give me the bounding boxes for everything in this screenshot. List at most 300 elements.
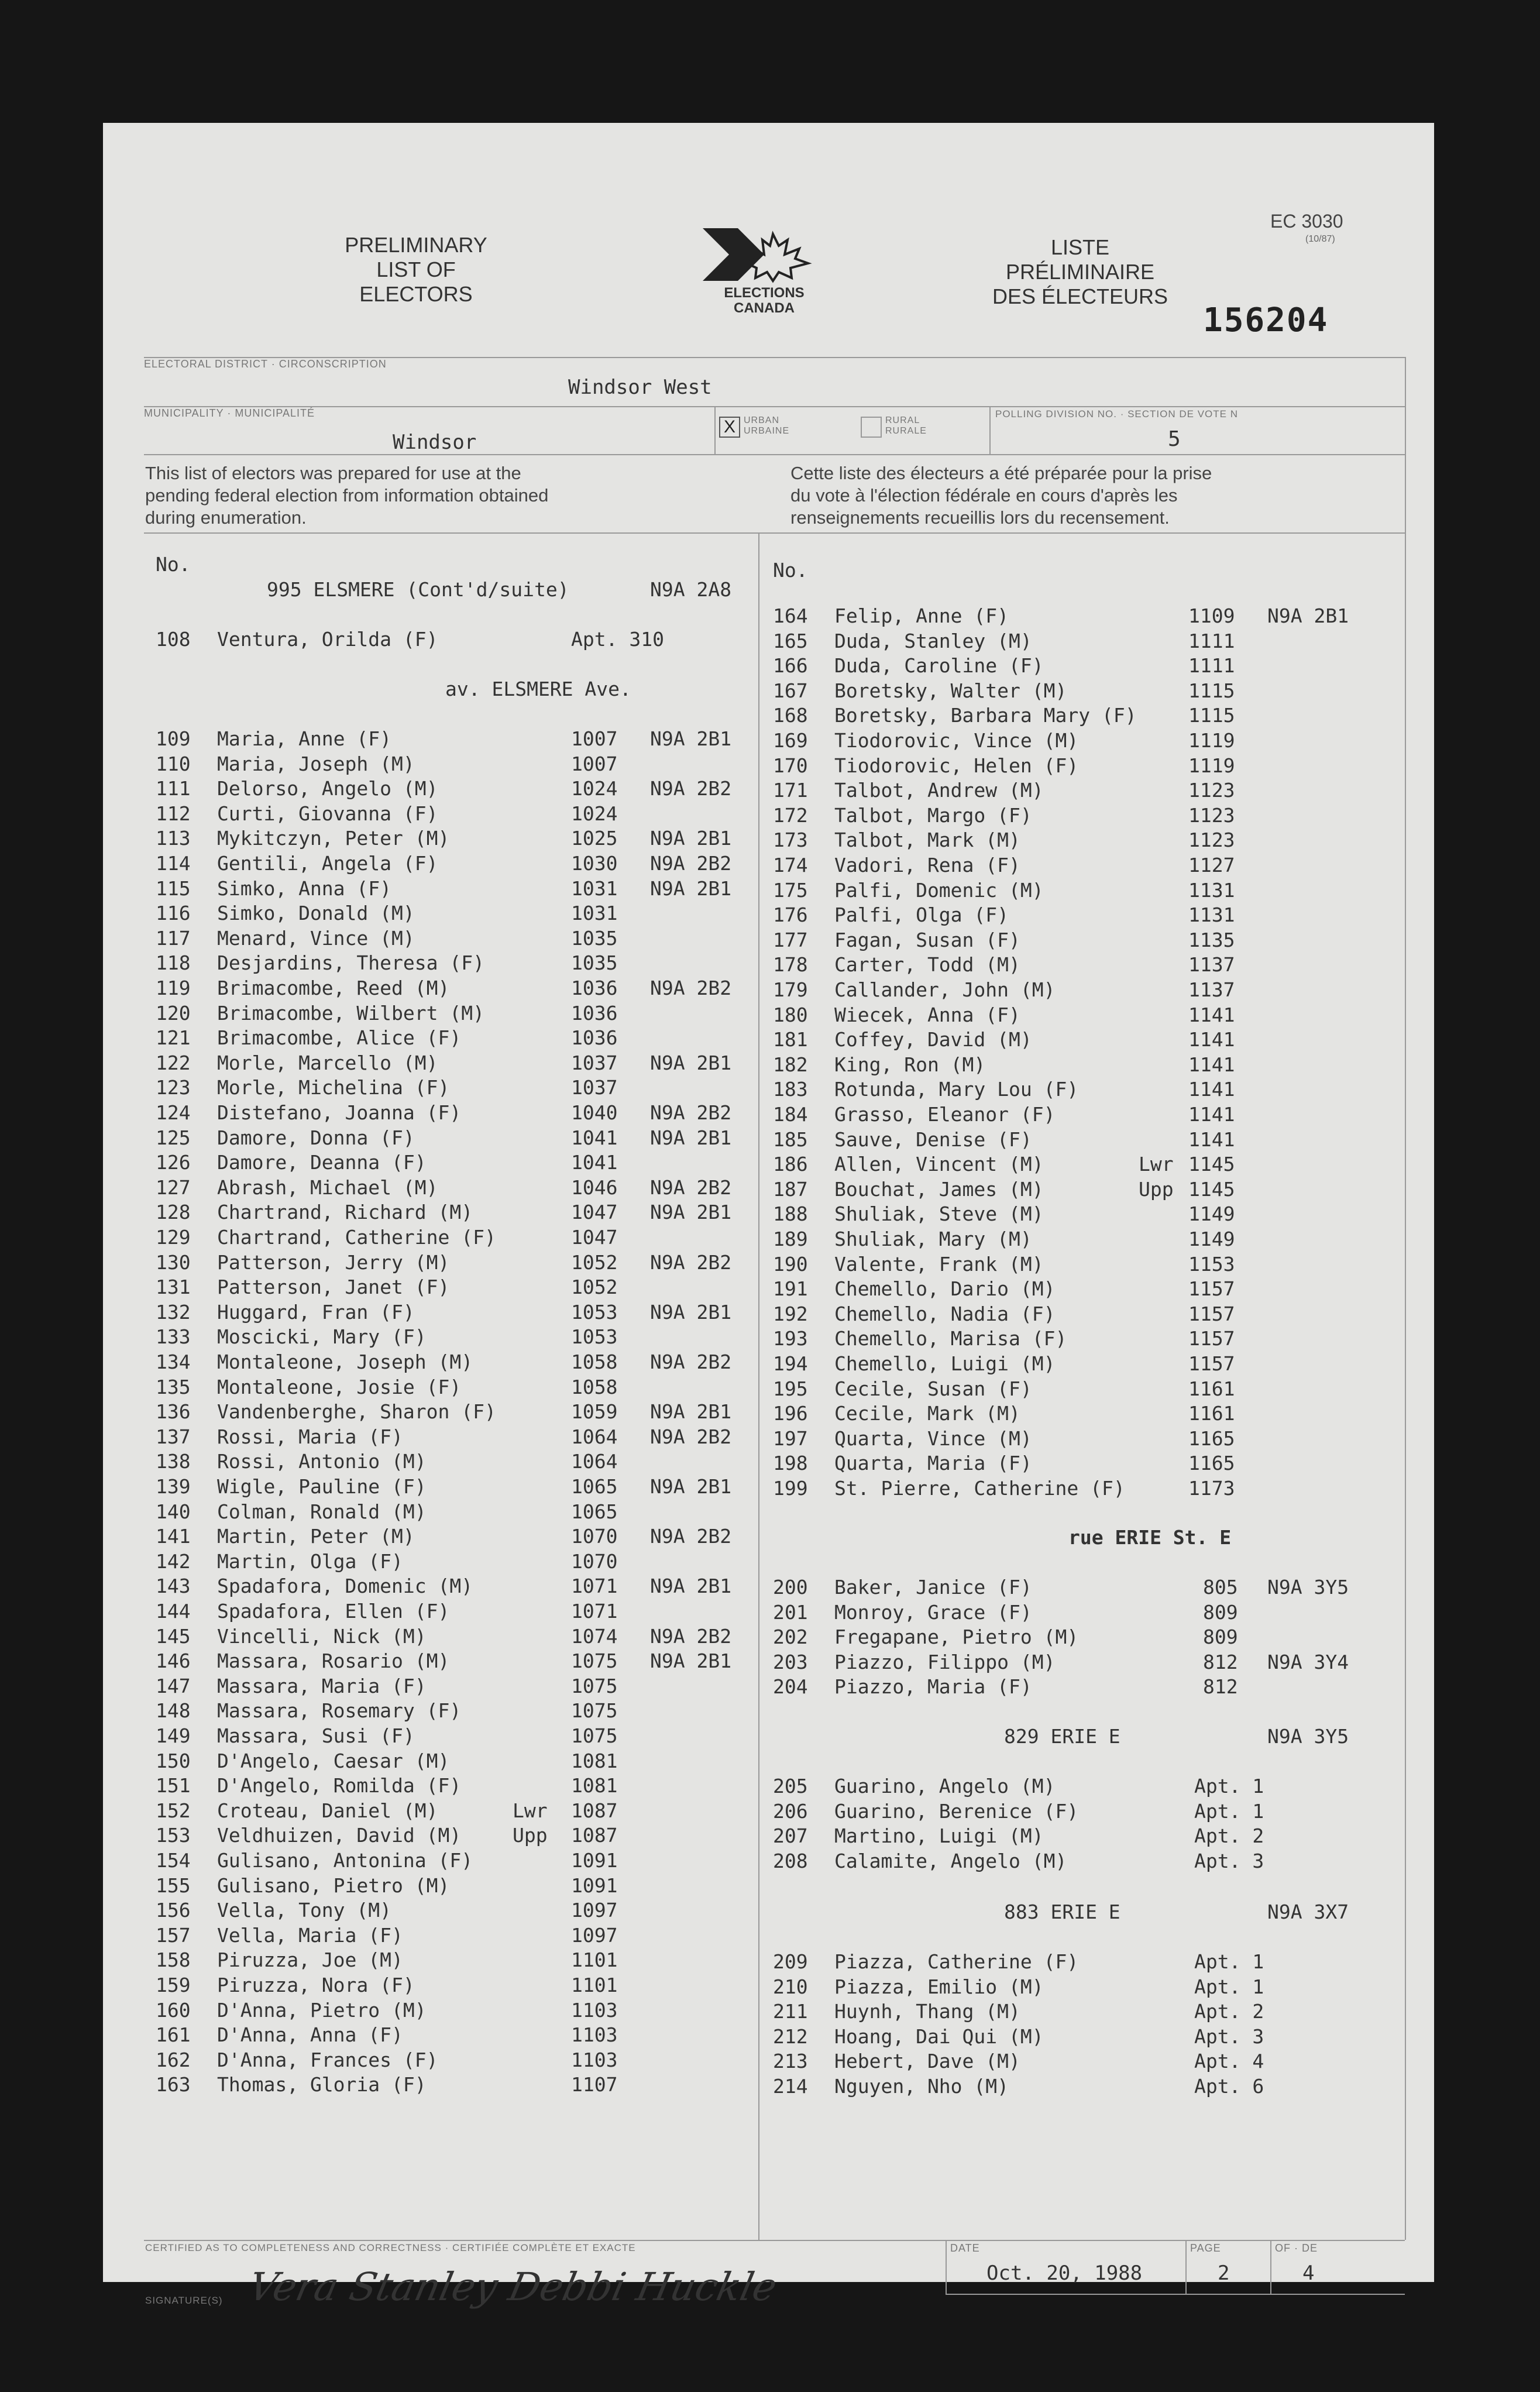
elector-no: 147 [156, 1674, 191, 1697]
elector-name: Cecile, Susan (F) [834, 1377, 1032, 1400]
elector-no: 160 [156, 1998, 191, 2022]
elector-name: Mykitczyn, Peter (M) [217, 827, 450, 850]
elector-addr: Apt. 3 [1194, 1849, 1264, 1872]
elector-name: Brimacombe, Reed (M) [217, 977, 450, 999]
elector-addr: 1149 [1188, 1228, 1235, 1250]
elector-no: 130 [156, 1250, 191, 1274]
of-label: OF · DE [1275, 2242, 1318, 2254]
elector-name: Boretsky, Walter (M) [834, 679, 1067, 702]
elector-no: 121 [156, 1026, 191, 1050]
elector-no: 210 [773, 1975, 808, 1998]
elector-name: Curti, Giovanna (F) [217, 802, 438, 825]
elector-name: Massara, Susi (F) [217, 1724, 415, 1747]
elector-no: 118 [156, 951, 191, 975]
elector-name: Hoang, Dai Qui (M) [834, 2025, 1044, 2048]
elector-name: Gulisano, Pietro (M) [217, 1874, 450, 1897]
elector-no: 162 [156, 2048, 191, 2071]
elector-postal: N9A 2B1 [1267, 604, 1349, 627]
elector-name: Chemello, Marisa (F) [834, 1327, 1067, 1350]
elector-name: Piazza, Catherine (F) [834, 1950, 1079, 1973]
rural-checkbox[interactable] [861, 417, 882, 438]
elector-name: Piazzo, Filippo (M) [834, 1650, 1056, 1673]
elector-addr: Apt. 1 [1194, 1799, 1264, 1823]
elector-no: 157 [156, 1923, 191, 1947]
elector-no: 186 [773, 1153, 808, 1176]
elector-name: Abrash, Michael (M) [217, 1176, 438, 1199]
elector-no: 180 [773, 1003, 808, 1026]
elector-no: 171 [773, 779, 808, 802]
elector-addr: 1097 [571, 1923, 618, 1947]
elector-postal: N9A 2B1 [650, 1475, 732, 1498]
elector-no: 148 [156, 1699, 191, 1723]
elector-no: 163 [156, 2073, 191, 2097]
elector-addr: 1161 [1188, 1402, 1235, 1425]
elector-postal: N9A 2B1 [650, 1126, 732, 1149]
elector-name: Palfi, Domenic (M) [834, 878, 1044, 902]
urban-checkbox[interactable]: X [719, 417, 740, 438]
elector-no: 135 [156, 1375, 191, 1398]
elector-name: Brimacombe, Alice (F) [217, 1026, 462, 1050]
elector-no: 197 [773, 1427, 808, 1450]
elector-name: Monroy, Grace (F) [834, 1600, 1032, 1624]
elector-no: 149 [156, 1724, 191, 1747]
elector-no: 109 [156, 727, 191, 750]
elector-no: 213 [773, 2050, 808, 2073]
elector-name: Delorso, Angelo (M) [217, 777, 438, 800]
right-street-2-postal: N9A 3Y5 [1267, 1725, 1349, 1748]
elector-no: 177 [773, 928, 808, 951]
elector-name: Guarino, Berenice (F) [834, 1799, 1079, 1823]
urban-label: URBAN URBAINE [744, 415, 790, 436]
elector-no: 136 [156, 1400, 191, 1424]
elector-name: Chartrand, Catherine (F) [217, 1226, 496, 1249]
elector-no: 168 [773, 704, 808, 727]
elector-addr: 1141 [1188, 1028, 1235, 1051]
elector-no: 146 [156, 1649, 191, 1673]
elector-no: 141 [156, 1525, 191, 1548]
elector-no: 167 [773, 679, 808, 702]
elector-name: Maria, Anne (F) [217, 727, 392, 750]
elector-addr: 1149 [1188, 1202, 1235, 1226]
elector-no: 164 [773, 604, 808, 627]
elector-no: 176 [773, 903, 808, 927]
elector-list-sheet [103, 123, 1434, 2309]
elector-addr: 812 [1203, 1650, 1238, 1673]
elector-name: Damore, Donna (F) [217, 1126, 415, 1149]
elector-name: Chartrand, Richard (M) [217, 1201, 473, 1224]
elector-no: 205 [773, 1775, 808, 1798]
elector-name: Chemello, Luigi (M) [834, 1352, 1056, 1375]
elector-postal: N9A 3Y5 [1267, 1576, 1349, 1599]
elector-addr: Apt. 2 [1194, 2000, 1264, 2023]
elector-postal: N9A 2B2 [650, 1350, 732, 1373]
elector-no: 200 [773, 1576, 808, 1599]
elector-name: Chemello, Dario (M) [834, 1277, 1056, 1301]
notice-french: Cette liste des électeurs a été préparée pour la prise du vote à l'élection fédérale en cours d'après les renseignements recueillis lors du recensement. [790, 463, 1212, 528]
certified-label: CERTIFIED AS TO COMPLETENESS AND CORRECTNESS · CERTIFIÉE COMPLÈTE ET EXACTE [145, 2242, 636, 2253]
elector-name: Duda, Caroline (F) [834, 654, 1044, 678]
elector-addr: 1115 [1188, 704, 1235, 727]
elector-postal: N9A 2B1 [650, 1575, 732, 1598]
elector-no: 183 [773, 1078, 808, 1101]
elector-name: Croteau, Daniel (M) [217, 1799, 438, 1822]
elector-no: 108 [156, 628, 191, 651]
elector-addr: 1091 [571, 1849, 618, 1872]
elector-name: D'Angelo, Caesar (M) [217, 1749, 450, 1772]
elector-name: Baker, Janice (F) [834, 1576, 1032, 1599]
elector-addr: Apt. 6 [1194, 2075, 1264, 2098]
municipality-label: MUNICIPALITY · MUNICIPALITÉ [144, 407, 315, 419]
elector-addr: 1135 [1188, 928, 1235, 951]
elector-addr: 1075 [571, 1674, 618, 1697]
elector-name: Damore, Deanna (F) [217, 1151, 427, 1174]
elector-note: Upp [1139, 1177, 1174, 1201]
elector-name: Fregapane, Pietro (M) [834, 1625, 1079, 1649]
elector-no: 152 [156, 1799, 191, 1822]
elector-no: 143 [156, 1575, 191, 1598]
elector-addr: 1101 [571, 1974, 618, 1996]
elector-name: Martino, Luigi (M) [834, 1824, 1044, 1848]
elector-addr: 1137 [1188, 953, 1235, 977]
elector-addr: 812 [1203, 1675, 1238, 1699]
elector-name: Massara, Maria (F) [217, 1674, 427, 1697]
elector-no: 203 [773, 1650, 808, 1673]
elector-name: Rotunda, Mary Lou (F) [834, 1078, 1079, 1101]
elector-no: 208 [773, 1849, 808, 1872]
elector-addr: 1119 [1188, 729, 1235, 752]
elector-name: Callander, John (M) [834, 978, 1056, 1001]
date-value: Oct. 20, 1988 [986, 2262, 1143, 2285]
elector-addr: 1036 [571, 1001, 618, 1025]
title-english: PRELIMINARY LIST OF ELECTORS [345, 233, 487, 306]
polling-division-label: POLLING DIVISION NO. · SECTION DE VOTE N [995, 408, 1239, 420]
elector-no: 188 [773, 1202, 808, 1226]
elector-no: 155 [156, 1874, 191, 1897]
elector-name: Quarta, Maria (F) [834, 1452, 1032, 1475]
elector-postal: N9A 2B1 [650, 1300, 732, 1324]
elector-addr: 1035 [571, 926, 618, 950]
elector-name: Massara, Rosario (M) [217, 1649, 450, 1673]
elector-addr: 1052 [571, 1250, 618, 1274]
elector-addr: 1145 [1188, 1153, 1235, 1176]
elector-addr: 1165 [1188, 1427, 1235, 1450]
elector-addr: 1141 [1188, 1128, 1235, 1151]
elector-addr: 1087 [571, 1799, 618, 1822]
elector-postal: N9A 2B2 [650, 1101, 732, 1124]
elector-name: D'Anna, Anna (F) [217, 2023, 403, 2047]
elector-name: Huggard, Fran (F) [217, 1300, 415, 1324]
elector-addr: 1119 [1188, 754, 1235, 777]
elector-name: Quarta, Vince (M) [834, 1427, 1032, 1450]
elector-no: 139 [156, 1475, 191, 1498]
elector-name: Valente, Frank (M) [834, 1252, 1044, 1276]
elector-no: 199 [773, 1477, 808, 1500]
form-date: (10/87) [1305, 234, 1335, 244]
elector-no: 174 [773, 854, 808, 877]
elector-name: Brimacombe, Wilbert (M) [217, 1001, 484, 1025]
elector-addr: 1046 [571, 1176, 618, 1199]
elector-no: 140 [156, 1500, 191, 1523]
elector-no: 192 [773, 1302, 808, 1325]
elector-no: 165 [773, 629, 808, 652]
elector-name: Morle, Michelina (F) [217, 1076, 450, 1099]
elector-no: 179 [773, 978, 808, 1001]
elector-addr: Apt. 1 [1194, 1975, 1264, 1998]
elector-no: 204 [773, 1675, 808, 1699]
elector-addr: 1070 [571, 1549, 618, 1573]
elector-postal: N9A 2B1 [650, 877, 732, 900]
elector-addr: 1101 [571, 1948, 618, 1972]
elector-no: 214 [773, 2075, 808, 2098]
elector-postal: N9A 2B1 [650, 1400, 732, 1424]
elector-no: 137 [156, 1425, 191, 1448]
elector-name: Thomas, Gloria (F) [217, 2073, 427, 2097]
elector-name: Massara, Rosemary (F) [217, 1699, 462, 1723]
elector-no: 185 [773, 1128, 808, 1151]
elector-name: Wiecek, Anna (F) [834, 1003, 1020, 1026]
elector-addr: 1157 [1188, 1277, 1235, 1301]
right-street-3: 883 ERIE E [1004, 1900, 1120, 1923]
elector-addr: 809 [1203, 1600, 1238, 1624]
elector-addr: 1157 [1188, 1327, 1235, 1350]
elector-addr: 1123 [1188, 779, 1235, 802]
elector-name: Vella, Tony (M) [217, 1899, 392, 1922]
elector-no: 144 [156, 1600, 191, 1623]
elector-addr: 1161 [1188, 1377, 1235, 1400]
right-street-3-postal: N9A 3X7 [1267, 1900, 1349, 1923]
elector-name: Piruzza, Nora (F) [217, 1974, 415, 1996]
elector-no: 209 [773, 1950, 808, 1973]
elector-name: Felip, Anne (F) [834, 604, 1009, 627]
elector-addr: 1037 [571, 1076, 618, 1099]
elector-name: Distefano, Joanna (F) [217, 1101, 462, 1124]
elector-no: 122 [156, 1051, 191, 1074]
elector-name: Chemello, Nadia (F) [834, 1302, 1056, 1325]
of-value: 4 [1302, 2262, 1315, 2285]
elector-note: Lwr [513, 1799, 548, 1822]
elector-name: Piruzza, Joe (M) [217, 1948, 403, 1972]
elector-addr: 1141 [1188, 1103, 1235, 1126]
elector-addr: 1127 [1188, 854, 1235, 877]
elector-addr: Apt. 310 [571, 628, 664, 651]
elector-no: 211 [773, 2000, 808, 2023]
elector-addr: 1030 [571, 852, 618, 875]
elector-name: Spadafora, Ellen (F) [217, 1600, 450, 1623]
elector-name: Veldhuizen, David (M) [217, 1824, 462, 1847]
elector-name: Martin, Olga (F) [217, 1549, 403, 1573]
elector-addr: 1137 [1188, 978, 1235, 1001]
elector-name: Talbot, Margo (F) [834, 803, 1032, 827]
elector-addr: 1053 [571, 1325, 618, 1349]
elector-addr: 1041 [571, 1126, 618, 1149]
district-label: ELECTORAL DISTRICT · CIRCONSCRIPTION [144, 358, 387, 370]
elector-name: Nguyen, Nho (M) [834, 2075, 1009, 2098]
elector-name: King, Ron (M) [834, 1053, 986, 1076]
elector-addr: 1131 [1188, 878, 1235, 902]
elector-addr: 1058 [571, 1375, 618, 1398]
elector-name: Vincelli, Nick (M) [217, 1624, 427, 1648]
elector-addr: 1173 [1188, 1477, 1235, 1500]
elector-no: 150 [156, 1749, 191, 1772]
right-street-1: rue ERIE St. E [1068, 1526, 1232, 1549]
title-french: LISTE PRÉLIMINAIRE DES ÉLECTEURS [992, 235, 1168, 308]
elector-postal: N9A 2B2 [650, 1525, 732, 1548]
elector-addr: 805 [1203, 1576, 1238, 1599]
elector-name: Fagan, Susan (F) [834, 928, 1020, 951]
elector-addr: 1007 [571, 727, 618, 750]
elector-no: 111 [156, 777, 191, 800]
notice-english: This list of electors was prepared for use at the pending federal election from information obtained during enumeration. [145, 463, 549, 528]
page-label: PAGE [1190, 2242, 1221, 2254]
elector-postal: N9A 3Y4 [1267, 1650, 1349, 1673]
elector-addr: 1103 [571, 2023, 618, 2047]
elector-addr: 1107 [571, 2073, 618, 2097]
elector-name: Carter, Todd (M) [834, 953, 1020, 977]
elector-addr: 1111 [1188, 629, 1235, 652]
left-street-1-postal: N9A 2A8 [650, 578, 732, 601]
elector-name: Ventura, Orilda (F) [217, 628, 438, 651]
elector-addr: Apt. 4 [1194, 2050, 1264, 2073]
elector-name: Boretsky, Barbara Mary (F) [834, 704, 1137, 727]
elector-postal: N9A 2B2 [650, 1176, 732, 1199]
elector-addr: 1123 [1188, 803, 1235, 827]
elector-postal: N9A 2B2 [650, 777, 732, 800]
district-value: Windsor West [568, 376, 712, 399]
date-label: DATE [950, 2242, 980, 2254]
elector-postal: N9A 2B1 [650, 1649, 732, 1673]
elector-name: Menard, Vince (M) [217, 926, 415, 950]
elector-no: 138 [156, 1450, 191, 1473]
elector-addr: 1157 [1188, 1352, 1235, 1375]
elector-addr: 1053 [571, 1300, 618, 1324]
elector-no: 161 [156, 2023, 191, 2047]
elector-no: 198 [773, 1452, 808, 1475]
elector-name: Piazza, Emilio (M) [834, 1975, 1044, 1998]
elector-addr: 1040 [571, 1101, 618, 1124]
elector-addr: 1141 [1188, 1053, 1235, 1076]
elector-addr: 1058 [571, 1350, 618, 1373]
elector-name: Spadafora, Domenic (M) [217, 1575, 473, 1598]
elector-name: Wigle, Pauline (F) [217, 1475, 427, 1498]
elector-addr: 1153 [1188, 1252, 1235, 1276]
elector-no: 131 [156, 1276, 191, 1299]
elector-name: Talbot, Mark (M) [834, 829, 1020, 852]
elector-name: Patterson, Jerry (M) [217, 1250, 450, 1274]
elector-no: 127 [156, 1176, 191, 1199]
elector-addr: 1087 [571, 1824, 618, 1847]
elector-no: 120 [156, 1001, 191, 1025]
elector-postal: N9A 2B1 [650, 827, 732, 850]
elector-no: 112 [156, 802, 191, 825]
elector-addr: 1065 [571, 1500, 618, 1523]
elector-no: 123 [156, 1076, 191, 1099]
elector-addr: 1074 [571, 1624, 618, 1648]
elector-no: 151 [156, 1774, 191, 1798]
elector-name: Maria, Joseph (M) [217, 752, 415, 775]
elector-no: 113 [156, 827, 191, 850]
elector-addr: 1037 [571, 1051, 618, 1074]
elector-name: Gulisano, Antonina (F) [217, 1849, 473, 1872]
elector-no: 196 [773, 1402, 808, 1425]
elector-no: 190 [773, 1252, 808, 1276]
elector-no: 178 [773, 953, 808, 977]
elector-addr: 809 [1203, 1625, 1238, 1649]
elector-no: 116 [156, 902, 191, 925]
elector-no: 207 [773, 1824, 808, 1848]
elector-name: Gentili, Angela (F) [217, 852, 438, 875]
serial-number: 156204 [1203, 301, 1329, 339]
elector-no: 114 [156, 852, 191, 875]
elector-addr: 1103 [571, 2048, 618, 2071]
elector-name: Huynh, Thang (M) [834, 2000, 1020, 2023]
elector-addr: 1131 [1188, 903, 1235, 927]
elector-no: 173 [773, 829, 808, 852]
elector-no: 181 [773, 1028, 808, 1051]
maple-leaf-x-icon [691, 222, 837, 287]
elector-name: Calamite, Angelo (M) [834, 1849, 1067, 1872]
elector-postal: N9A 2B1 [650, 1051, 732, 1074]
elector-addr: 1041 [571, 1151, 618, 1174]
elector-name: Rossi, Maria (F) [217, 1425, 403, 1448]
elector-addr: 1065 [571, 1475, 618, 1498]
elector-addr: 1064 [571, 1425, 618, 1448]
signature-label: SIGNATURE(S) [145, 2295, 223, 2306]
elector-addr: Apt. 1 [1194, 1775, 1264, 1798]
elector-addr: 1123 [1188, 829, 1235, 852]
elector-no: 182 [773, 1053, 808, 1076]
elector-no: 201 [773, 1600, 808, 1624]
elector-name: Desjardins, Theresa (F) [217, 951, 484, 975]
elector-addr: 1024 [571, 777, 618, 800]
elector-name: Patterson, Janet (F) [217, 1276, 450, 1299]
elector-name: D'Angelo, Romilda (F) [217, 1774, 462, 1798]
elector-addr: 1025 [571, 827, 618, 850]
rural-label: RURAL RURALE [885, 415, 927, 436]
elector-no: 194 [773, 1352, 808, 1375]
elector-postal: N9A 2B2 [650, 977, 732, 999]
elector-addr: 1036 [571, 1026, 618, 1050]
elector-name: Vella, Maria (F) [217, 1923, 403, 1947]
elector-name: Tiodorovic, Helen (F) [834, 754, 1079, 777]
elector-no: 195 [773, 1377, 808, 1400]
elector-addr: 1081 [571, 1774, 618, 1798]
elector-addr: 1141 [1188, 1003, 1235, 1026]
elector-name: Allen, Vincent (M) [834, 1153, 1044, 1176]
elector-postal: N9A 2B2 [650, 1250, 732, 1274]
elector-name: Vandenberghe, Sharon (F) [217, 1400, 496, 1424]
elector-no: 202 [773, 1625, 808, 1649]
elector-no: 129 [156, 1226, 191, 1249]
elector-addr: 1071 [571, 1575, 618, 1598]
signature: Vera Stanley Debbi Huckle [244, 2264, 781, 2309]
elector-name: Tiodorovic, Vince (M) [834, 729, 1079, 752]
elector-addr: Apt. 2 [1194, 1824, 1264, 1848]
elections-canada-logo: ELECTIONS CANADA [691, 222, 837, 316]
elector-no: 145 [156, 1624, 191, 1648]
elector-addr: 1031 [571, 902, 618, 925]
elector-addr: 1145 [1188, 1177, 1235, 1201]
elector-addr: 1097 [571, 1899, 618, 1922]
elector-no: 154 [156, 1849, 191, 1872]
elector-note: Lwr [1139, 1153, 1174, 1176]
municipality-value: Windsor [393, 431, 477, 454]
elector-addr: 1036 [571, 977, 618, 999]
elector-no: 158 [156, 1948, 191, 1972]
elector-postal: N9A 2B2 [650, 852, 732, 875]
left-no-header: No. [156, 553, 191, 576]
elector-name: St. Pierre, Catherine (F) [834, 1477, 1125, 1500]
elector-name: Sauve, Denise (F) [834, 1128, 1032, 1151]
